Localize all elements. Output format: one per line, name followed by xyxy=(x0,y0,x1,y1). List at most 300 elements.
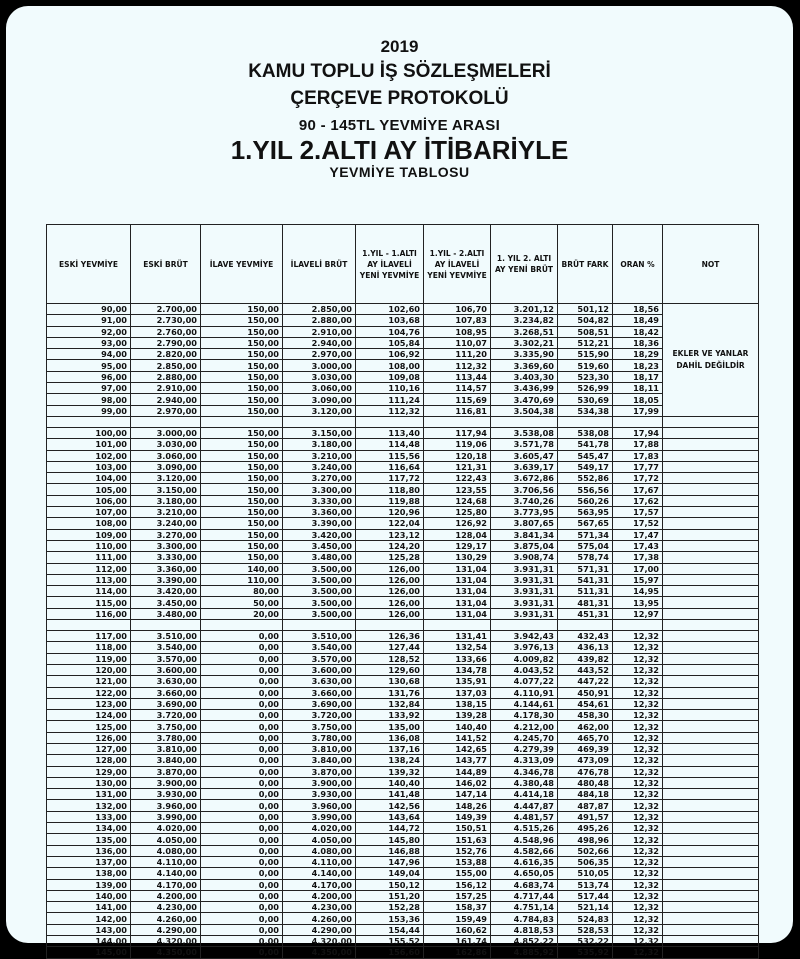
table-cell: 3.500,00 xyxy=(283,563,356,574)
table-cell: 128,04 xyxy=(424,529,491,540)
table-cell: 4.020,00 xyxy=(283,823,356,834)
table-cell: 129,17 xyxy=(424,540,491,551)
table-cell: 118,00 xyxy=(47,642,131,653)
empty-note-cell xyxy=(663,664,759,675)
table-cell: 465,70 xyxy=(558,732,613,743)
table-cell: 122,00 xyxy=(47,687,131,698)
table-cell: 123,12 xyxy=(356,529,424,540)
table-cell: 103,68 xyxy=(356,315,424,326)
table-row xyxy=(47,902,759,913)
empty-cell xyxy=(663,416,759,427)
table-cell: 3.270,00 xyxy=(131,529,201,540)
table-cell: 137,16 xyxy=(356,743,424,754)
table-cell: 126,00 xyxy=(356,608,424,619)
table-cell: 3.030,00 xyxy=(131,439,201,450)
table-row xyxy=(47,326,759,337)
table-cell: 0,00 xyxy=(201,789,283,800)
table-cell: 157,25 xyxy=(424,890,491,901)
table-cell: 13,95 xyxy=(613,597,663,608)
table-cell: 128,00 xyxy=(47,755,131,766)
table-cell: 3.500,00 xyxy=(283,574,356,585)
table-cell: 3.500,00 xyxy=(283,586,356,597)
table-row xyxy=(47,743,759,754)
table-cell: 131,04 xyxy=(424,586,491,597)
table-cell: 528,53 xyxy=(558,924,613,935)
table-cell: 120,18 xyxy=(424,450,491,461)
empty-note-cell xyxy=(663,653,759,664)
table-cell: 3.030,00 xyxy=(283,371,356,382)
table-cell: 3.810,00 xyxy=(283,743,356,754)
table-cell: 12,32 xyxy=(613,777,663,788)
table-cell: 150,00 xyxy=(201,439,283,450)
table-cell: 491,57 xyxy=(558,811,613,822)
table-cell: 140,00 xyxy=(47,890,131,901)
table-cell: 12,32 xyxy=(613,924,663,935)
table-cell: 3.436,99 xyxy=(491,383,558,394)
table-cell: 498,96 xyxy=(558,834,613,845)
table-cell: 4.818,53 xyxy=(491,924,558,935)
table-cell: 4.414,18 xyxy=(491,789,558,800)
table-cell: 150,00 xyxy=(201,484,283,495)
table-cell: 126,92 xyxy=(424,518,491,529)
table-cell: 4.245,70 xyxy=(491,732,558,743)
table-cell: 0,00 xyxy=(201,890,283,901)
table-cell: 3.740,26 xyxy=(491,495,558,506)
table-cell: 150,00 xyxy=(201,473,283,484)
empty-note-cell xyxy=(663,540,759,551)
table-cell: 99,00 xyxy=(47,405,131,416)
doc-subtitle: YEVMİYE TABLOSU xyxy=(329,164,470,180)
table-cell: 153,36 xyxy=(356,913,424,924)
table-cell: 515,90 xyxy=(558,349,613,360)
table-cell: 139,00 xyxy=(47,879,131,890)
col-header: ESKİ YEVMİYE xyxy=(47,225,131,304)
table-cell: 109,08 xyxy=(356,371,424,382)
table-row xyxy=(47,495,759,506)
table-row xyxy=(47,371,759,382)
table-cell: 114,00 xyxy=(47,586,131,597)
table-cell: 4.260,00 xyxy=(131,913,201,924)
empty-note-cell xyxy=(663,947,759,958)
table-cell: 0,00 xyxy=(201,721,283,732)
table-cell: 116,00 xyxy=(47,608,131,619)
table-cell: 512,21 xyxy=(558,337,613,348)
table-cell: 112,32 xyxy=(424,360,491,371)
empty-note-cell xyxy=(663,800,759,811)
table-cell: 12,32 xyxy=(613,664,663,675)
empty-note-cell xyxy=(663,879,759,890)
table-cell: 3.510,00 xyxy=(131,631,201,642)
empty-cell xyxy=(558,416,613,427)
table-cell: 4.751,14 xyxy=(491,902,558,913)
table-cell: 3.201,12 xyxy=(491,304,558,315)
table-cell: 101,00 xyxy=(47,439,131,450)
table-cell: 12,32 xyxy=(613,947,663,958)
table-cell: 100,00 xyxy=(47,427,131,438)
table-cell: 135,00 xyxy=(356,721,424,732)
table-cell: 4.784,83 xyxy=(491,913,558,924)
table-cell: 484,18 xyxy=(558,789,613,800)
table-cell: 3.720,00 xyxy=(283,710,356,721)
table-cell: 111,24 xyxy=(356,394,424,405)
table-cell: 110,16 xyxy=(356,383,424,394)
table-cell: 107,00 xyxy=(47,507,131,518)
table-cell: 513,74 xyxy=(558,879,613,890)
table-cell: 4.885,92 xyxy=(491,947,558,958)
table-row xyxy=(47,484,759,495)
table-cell: 0,00 xyxy=(201,834,283,845)
table-cell: 138,15 xyxy=(424,698,491,709)
table-cell: 150,00 xyxy=(201,383,283,394)
table-cell: 148,26 xyxy=(424,800,491,811)
empty-cell xyxy=(663,620,759,631)
table-cell: 127,44 xyxy=(356,642,424,653)
table-cell: 140,40 xyxy=(356,777,424,788)
table-cell: 480,48 xyxy=(558,777,613,788)
table-cell: 556,56 xyxy=(558,484,613,495)
table-cell: 135,91 xyxy=(424,676,491,687)
table-cell: 137,00 xyxy=(47,856,131,867)
table-cell: 4.050,00 xyxy=(131,834,201,845)
table-cell: 109,00 xyxy=(47,529,131,540)
table-cell: 4.200,00 xyxy=(283,890,356,901)
table-cell: 3.180,00 xyxy=(131,495,201,506)
table-cell: 17,62 xyxy=(613,495,663,506)
empty-note-cell xyxy=(663,507,759,518)
table-cell: 131,76 xyxy=(356,687,424,698)
table-cell: 119,00 xyxy=(47,653,131,664)
document-page xyxy=(6,6,793,958)
table-cell: 4.481,57 xyxy=(491,811,558,822)
table-cell: 3.930,00 xyxy=(131,789,201,800)
table-cell: 106,92 xyxy=(356,349,424,360)
table-cell: 121,00 xyxy=(47,676,131,687)
table-cell: 3.000,00 xyxy=(131,427,201,438)
empty-cell xyxy=(201,620,283,631)
table-cell: 136,08 xyxy=(356,732,424,743)
table-cell: 4.200,00 xyxy=(131,890,201,901)
table-cell: 136,00 xyxy=(47,845,131,856)
col-header: NOT xyxy=(663,225,759,304)
table-cell: 150,00 xyxy=(201,360,283,371)
table-row xyxy=(47,936,759,947)
table-cell: 150,00 xyxy=(201,450,283,461)
table-cell: 578,74 xyxy=(558,552,613,563)
table-cell: 96,00 xyxy=(47,371,131,382)
table-cell: 4.080,00 xyxy=(131,845,201,856)
empty-cell xyxy=(424,416,491,427)
table-cell: 144,89 xyxy=(424,766,491,777)
table-cell: 131,04 xyxy=(424,608,491,619)
table-cell: 3.630,00 xyxy=(131,676,201,687)
table-cell: 140,40 xyxy=(424,721,491,732)
table-cell: 50,00 xyxy=(201,597,283,608)
table-cell: 138,24 xyxy=(356,755,424,766)
table-cell: 0,00 xyxy=(201,924,283,935)
table-cell: 0,00 xyxy=(201,755,283,766)
table-cell: 0,00 xyxy=(201,811,283,822)
table-cell: 121,31 xyxy=(424,461,491,472)
table-cell: 3.300,00 xyxy=(283,484,356,495)
empty-note-cell xyxy=(663,450,759,461)
table-cell: 3.600,00 xyxy=(283,664,356,675)
table-cell: 2.940,00 xyxy=(131,394,201,405)
table-cell: 535,92 xyxy=(558,947,613,958)
table-cell: 4.650,05 xyxy=(491,868,558,879)
table-cell: 12,32 xyxy=(613,823,663,834)
table-cell: 575,04 xyxy=(558,540,613,551)
table-cell: 3.600,00 xyxy=(131,664,201,675)
table-cell: 151,20 xyxy=(356,890,424,901)
empty-note-cell xyxy=(663,924,759,935)
table-cell: 117,72 xyxy=(356,473,424,484)
table-cell: 154,44 xyxy=(356,924,424,935)
table-cell: 116,64 xyxy=(356,461,424,472)
table-cell: 18,36 xyxy=(613,337,663,348)
table-cell: 17,38 xyxy=(613,552,663,563)
table-cell: 4.350,00 xyxy=(131,947,201,958)
empty-note-cell xyxy=(663,698,759,709)
table-row xyxy=(47,676,759,687)
table-cell: 2.730,00 xyxy=(131,315,201,326)
table-cell: 3.780,00 xyxy=(283,732,356,743)
table-cell: 510,05 xyxy=(558,868,613,879)
table-cell: 18,11 xyxy=(613,383,663,394)
table-cell: 114,48 xyxy=(356,439,424,450)
table-cell: 150,00 xyxy=(201,371,283,382)
table-cell: 12,97 xyxy=(613,608,663,619)
table-cell: 504,82 xyxy=(558,315,613,326)
table-cell: 532,22 xyxy=(558,936,613,947)
table-cell: 97,00 xyxy=(47,383,131,394)
table-cell: 4.320,00 xyxy=(283,936,356,947)
table-cell: 17,52 xyxy=(613,518,663,529)
table-cell: 126,00 xyxy=(356,586,424,597)
table-cell: 447,22 xyxy=(558,676,613,687)
empty-cell xyxy=(47,620,131,631)
table-cell: 4.279,39 xyxy=(491,743,558,754)
doc-title-line1: KAMU TOPLU İŞ SÖZLEŞMELERİ xyxy=(248,61,551,82)
table-cell: 125,80 xyxy=(424,507,491,518)
table-cell: 3.390,00 xyxy=(131,574,201,585)
table-cell: 3.570,00 xyxy=(283,653,356,664)
table-cell: 3.807,65 xyxy=(491,518,558,529)
empty-note-cell xyxy=(663,777,759,788)
table-body xyxy=(47,304,759,959)
table-cell: 3.990,00 xyxy=(131,811,201,822)
table-cell: 12,32 xyxy=(613,631,663,642)
table-cell: 116,81 xyxy=(424,405,491,416)
table-cell: 4.110,00 xyxy=(283,856,356,867)
table-cell: 90,00 xyxy=(47,304,131,315)
table-cell: 108,00 xyxy=(356,360,424,371)
empty-note-cell xyxy=(663,518,759,529)
table-cell: 146,88 xyxy=(356,845,424,856)
table-cell: 436,13 xyxy=(558,642,613,653)
table-cell: 125,28 xyxy=(356,552,424,563)
table-cell: 158,37 xyxy=(424,902,491,913)
table-cell: 3.240,00 xyxy=(283,461,356,472)
table-row xyxy=(47,823,759,834)
table-row xyxy=(47,349,759,360)
table-cell: 3.450,00 xyxy=(283,540,356,551)
table-cell: 3.605,47 xyxy=(491,450,558,461)
table-cell: 0,00 xyxy=(201,913,283,924)
table-cell: 156,60 xyxy=(356,947,424,958)
table-row xyxy=(47,608,759,619)
table-cell: 17,99 xyxy=(613,405,663,416)
table-cell: 130,29 xyxy=(424,552,491,563)
table-cell: 3.690,00 xyxy=(131,698,201,709)
table-cell: 105,84 xyxy=(356,337,424,348)
table-cell: 3.420,00 xyxy=(131,586,201,597)
table-cell: 502,66 xyxy=(558,845,613,856)
empty-cell xyxy=(613,416,663,427)
table-row xyxy=(47,597,759,608)
table-cell: 12,32 xyxy=(613,913,663,924)
table-cell: 162,86 xyxy=(424,947,491,958)
col-header: ESKİ BRÜT xyxy=(131,225,201,304)
table-cell: 20,00 xyxy=(201,608,283,619)
empty-cell xyxy=(283,620,356,631)
table-cell: 156,12 xyxy=(424,879,491,890)
table-cell: 12,32 xyxy=(613,811,663,822)
table-cell: 0,00 xyxy=(201,732,283,743)
table-cell: 103,00 xyxy=(47,461,131,472)
table-cell: 12,32 xyxy=(613,800,663,811)
table-cell: 122,43 xyxy=(424,473,491,484)
empty-note-cell xyxy=(663,811,759,822)
empty-cell xyxy=(131,620,201,631)
table-cell: 160,62 xyxy=(424,924,491,935)
table-cell: 114,57 xyxy=(424,383,491,394)
table-cell: 3.900,00 xyxy=(131,777,201,788)
table-cell: 150,00 xyxy=(201,315,283,326)
table-cell: 443,52 xyxy=(558,664,613,675)
table-cell: 147,14 xyxy=(424,789,491,800)
table-cell: 117,94 xyxy=(424,427,491,438)
table-cell: 4.230,00 xyxy=(283,902,356,913)
table-cell: 4.212,00 xyxy=(491,721,558,732)
table-cell: 476,78 xyxy=(558,766,613,777)
table-cell: 143,00 xyxy=(47,924,131,935)
table-cell: 4.110,00 xyxy=(131,856,201,867)
table-cell: 12,32 xyxy=(613,653,663,664)
table-cell: 0,00 xyxy=(201,845,283,856)
table-cell: 4.582,66 xyxy=(491,845,558,856)
table-cell: 3.060,00 xyxy=(131,450,201,461)
table-cell: 150,00 xyxy=(201,394,283,405)
empty-note-cell xyxy=(663,913,759,924)
table-row xyxy=(47,631,759,642)
table-cell: 4.260,00 xyxy=(283,913,356,924)
table-cell: 17,77 xyxy=(613,461,663,472)
table-row xyxy=(47,642,759,653)
table-cell: 3.090,00 xyxy=(283,394,356,405)
table-cell: 129,60 xyxy=(356,664,424,675)
table-cell: 4.313,09 xyxy=(491,755,558,766)
table-cell: 462,00 xyxy=(558,721,613,732)
empty-cell xyxy=(131,416,201,427)
table-cell: 0,00 xyxy=(201,642,283,653)
table-cell: 17,88 xyxy=(613,439,663,450)
table-cell: 12,32 xyxy=(613,834,663,845)
table-cell: 150,00 xyxy=(201,326,283,337)
table-row xyxy=(47,856,759,867)
table-cell: 94,00 xyxy=(47,349,131,360)
table-cell: 3.660,00 xyxy=(283,687,356,698)
table-cell: 141,00 xyxy=(47,902,131,913)
table-cell: 454,61 xyxy=(558,698,613,709)
table-cell: 131,04 xyxy=(424,597,491,608)
table-cell: 112,32 xyxy=(356,405,424,416)
table-row xyxy=(47,698,759,709)
empty-note-cell xyxy=(663,834,759,845)
table-cell: 126,00 xyxy=(47,732,131,743)
table-cell: 150,00 xyxy=(201,461,283,472)
table-cell: 12,32 xyxy=(613,732,663,743)
table-cell: 495,26 xyxy=(558,823,613,834)
table-cell: 451,31 xyxy=(558,608,613,619)
table-cell: 150,00 xyxy=(201,304,283,315)
col-header: İLAVE YEVMİYE xyxy=(201,225,283,304)
table-cell: 3.369,60 xyxy=(491,360,558,371)
table-cell: 3.780,00 xyxy=(131,732,201,743)
table-row xyxy=(47,405,759,416)
table-cell: 119,06 xyxy=(424,439,491,450)
table-cell: 12,32 xyxy=(613,936,663,947)
table-cell: 552,86 xyxy=(558,473,613,484)
table-cell: 18,29 xyxy=(613,349,663,360)
table-row xyxy=(47,383,759,394)
table-cell: 153,88 xyxy=(424,856,491,867)
table-cell: 458,30 xyxy=(558,710,613,721)
doc-main-title: 1.YIL 2.ALTI AY İTİBARİYLE xyxy=(230,135,569,165)
table-cell: 3.090,00 xyxy=(131,461,201,472)
table-cell: 2.910,00 xyxy=(131,383,201,394)
table-cell: 3.875,04 xyxy=(491,540,558,551)
table-cell: 17,67 xyxy=(613,484,663,495)
table-cell: 560,26 xyxy=(558,495,613,506)
table-cell: 473,09 xyxy=(558,755,613,766)
table-cell: 3.302,21 xyxy=(491,337,558,348)
table-cell: 4.380,48 xyxy=(491,777,558,788)
table-cell: 131,04 xyxy=(424,563,491,574)
table-cell: 17,83 xyxy=(613,450,663,461)
table-cell: 4.140,00 xyxy=(131,868,201,879)
table-cell: 130,00 xyxy=(47,777,131,788)
table-cell: 159,49 xyxy=(424,913,491,924)
table-cell: 4.616,35 xyxy=(491,856,558,867)
table-cell: 3.234,82 xyxy=(491,315,558,326)
table-cell: 2.760,00 xyxy=(131,326,201,337)
table-cell: 538,08 xyxy=(558,427,613,438)
empty-cell xyxy=(201,416,283,427)
table-row xyxy=(47,710,759,721)
col-header: ORAN % xyxy=(613,225,663,304)
empty-note-cell xyxy=(663,676,759,687)
table-cell: 4.077,22 xyxy=(491,676,558,687)
table-cell: 4.144,61 xyxy=(491,698,558,709)
table-cell: 3.931,31 xyxy=(491,586,558,597)
table-cell: 4.050,00 xyxy=(283,834,356,845)
table-cell: 106,70 xyxy=(424,304,491,315)
empty-note-cell xyxy=(663,687,759,698)
table-row xyxy=(47,868,759,879)
empty-note-cell xyxy=(663,755,759,766)
table-cell: 0,00 xyxy=(201,800,283,811)
col-header: 1.YIL - 2.ALTI AY İLAVELİ YENİ YEVMİYE xyxy=(424,225,491,304)
